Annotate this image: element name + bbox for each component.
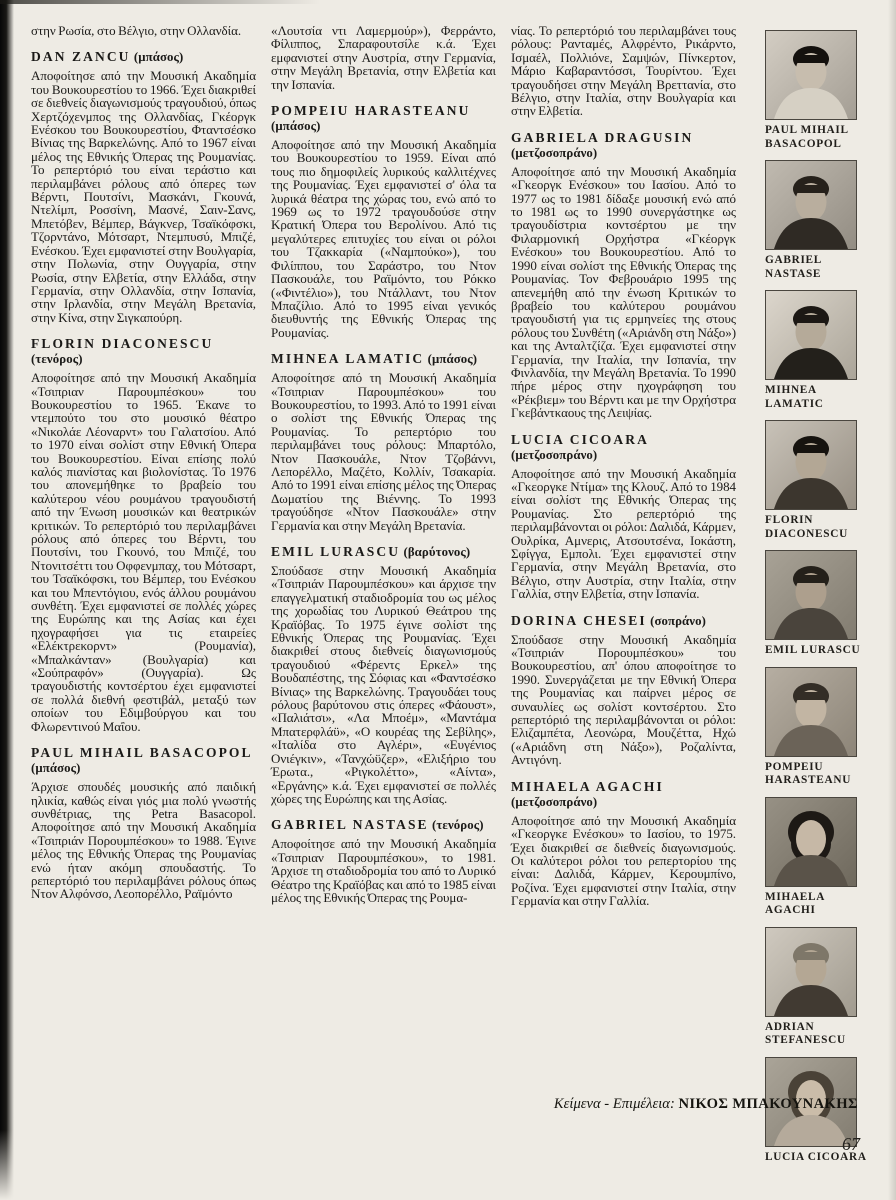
voice-type: (σοπράνο) [650,613,706,628]
body-paragraph: Αποφοίτησε από την Μουσική Ακαδημία «Γκεοργκ Ενέσκου» του Ιασίου. Από το 1977 ως το 1981 δίδαξε μουσική ενώ από το 1981 ως το 1990 συνεργάστηκε ως τραγουδίστρια κοντσέρτου με την Φιλαρμονική Ορχήστρα «Γκέοργκ Ενέσκου» του Βουκουρεστίου. Από το 1990 είναι σολίστ της Εθνικής Όπερας της Ρουμανίας. Τον Φεβρουάριο 1995 της απενεμήθη από την ένωση Κριτικών το βραβείο του καλύτερου ρουμάνου τραγουδιστή για τις ερμηνείες της στους ρόλους του Συνθέτη («Αριάνδη στη Νάξο») και της Ανταλτζίζα. Έχει εμφανιστεί στην Γερμανία, την Ιταλία, την Ισπανία, την Φινλανδία, την Μεγάλη Βρετανία. Το 1990 πήρε μέρος στην ηχογράφηση του «Ρέκβιεμ» του Βέρντι και με την Ορχήστρα Γκεβάντκαους της Λειψίας. [511,163,736,421]
section-heading [31,49,256,65]
photo-caption [765,514,857,541]
photo-item [765,290,857,411]
caption-line: BASACOPOL [765,137,842,150]
photo-caption [765,1021,857,1048]
caption-line: FLORIN [765,514,814,526]
photo-item [765,927,857,1048]
section-heading [511,130,736,161]
credit-label: Κείμενα - Επιμέλεια: [553,1096,675,1112]
credit-name: ΝΙΚΟΣ ΜΠΑΚΟΥΝΑΚΗΣ [678,1096,858,1112]
caption-line: AGACHI [765,904,816,916]
caption-line: PAUL MIHAIL [765,124,849,136]
caption-line: HARASTEANU [765,774,852,786]
voice-type: (βαρύτονος) [403,545,471,559]
portrait-photo [765,160,857,250]
body-paragraph: στην Ρωσία, στο Βέλγιο, στην Ολλανδία. [31,23,242,38]
text-column-1 [31,24,256,908]
caption-line: POMPEIU [765,760,824,773]
artist-name: POMPEIU HARASTEANU [271,103,471,119]
artist-name: MIHNEA LAMATIC [271,351,425,367]
portrait-photo [765,30,857,120]
portrait-photo [765,927,857,1017]
body-paragraph: Σπούδασε στην Μουσική Ακαδημία «Τσιπριάν Πορουμπέσκου» του Βουκουρεστίου, απ' όπου αποφοίτησε το 1990. Συνεργάζεται με την Εθνική Όπερα της Ρουμανίας και παίρνει μέρος σε συναυλίες ως σολίστ κοντσέρτου. Στο ρεπερτόριό της περιλαμβάνονται οι ρόλοι: Ελιζαμπέτα, Λεονώρα, Μουζέττα, Ηχώ («Αριάδνη στη Νάξο»), Ροζαλίντα, Αντιγόνη. [511,631,736,768]
credit-line [380,1096,858,1113]
section-heading [271,544,496,560]
body-paragraph: Σπούδασε στην Μουσική Ακαδημία «Τσιπριάν Παρουμπέσκου» και άρχισε την επαγγελματική σταδιοδρομία του ως μέλος της χορωδίας του Λυρικού Θεάτρου της Κραϊόβας. Το 1975 έγινε σολίστ της Εθνικής Όπερας της Ρουμανίας. Έχει διακριθεί στους διεθνείς διαγωνισμούς τραγουδιού «Φέρεντς Ερκελ» της Βουδαπέστης, της Σόφιας και «Φαντσέσκο Βίνιας» της Βαρκελώνης. Τραγουδάει τους ρόλους βαρύτονου στις όπερες «Φάουστ», «Παλιάτσι», «Λα Μποέμ», «Μαντάμα Μπατερφλάϋ», «Ο κουρέας της Σεβίλης», «Ιταλίδα στο Αγλέρι», «Ευγένιος Ονιέγκιν», «Τανχώϋζερ», «Ελιξήριο του Έρωτα., «Ριγκολέττο», «Αίντα», «Εργάνης» κ.ά. Έχει εμφανιστεί σε πολλές χώρες της Ευρώπης και της Ασίας. [271,563,496,806]
body-paragraph: νίας. Το ρεπερτόριό του περιλαμβάνει τους ρόλους: Ρανταμές, Αλφρέντο, Ρικάρντο, Ισμαέλ, Πολλιόνε, Σαμψών, Πίνκερτον, Μάριο Καβαραντόσσι, Τουρίντου. Έχει τραγουδήσει στην Μεγάλη Βρεττανία, στο Βέλγιο, στην Ιταλία, στην Βουλγαρία και στην Ελβετία. [511,23,736,119]
portrait-photo [765,550,857,640]
voice-type: (μετζοσοπράνο) [511,447,598,462]
scan-top-edge [0,0,320,4]
voice-type: (τενόρος) [31,352,83,367]
section-heading [271,351,496,367]
body-paragraph: Αποφοίτησε από την Μουσική Ακαδημία «Γκεοργκε Ενέσκου» το Ιασίου, το 1975. Έχει διακριθεί σε διεθνείς διαγωνισμούς. Οι καλύτεροι ρόλοι του ρεπερτορίου της είναι: Δαλιδά, Κάρμεν, Κερουμπίνο, Ροζίνα. Έχει εμφανιστεί στην Ιταλία, στην Γερμανία και στην Γαλλία. [511,812,736,909]
section-heading [511,432,736,463]
scan-right-edge [888,0,896,1200]
voice-type: (μπάσος) [31,761,81,776]
body-paragraph: Άρχισε σπουδές μουσικής από παιδική ηλικία, καθώς είναι γιός μια πολύ γνωστής συνθέτριας, της Petra Basacopol. Αποφοίτησε από την Μουσική Ακαδημία «Τσιπριάν Πορουμπέσκου» το 1988. Έγινε μέλος της Εθνικής Όπερας της Ρουμανίας ενώ ήταν ακόμη σπουδαστής. Το ρεπερτόριό του περιλαμβάνει ρόλους όπως Ντον Αλφόνσο, Λεοπορέλλο, Ραϊμόντο [31,779,256,902]
photo-item [765,550,861,658]
voice-type: (μπάσος) [427,352,478,367]
artist-name: FLORIN DIACONESCU [31,336,214,352]
body-paragraph: Αποφοίτησε από τη Μουσική Ακαδημία «Τσιπριαν Παρουμπέσκου» του Βουκουρεστίου, το 1993. Από το 1991 είναι ο σολίστ της Εθνικής Όπερας της Ρουμανίας. Το ρεπερτόριο του περιλαμβάνει τους ρόλους: Μπαρτόλο, Ντον Πασκουάλε, Ντον Τζοβάννι, Λεπορέλλο, Μαζέτο, Κολλίν, Τσακαρία. Από το 1991 είναι επίσης μέλος της Όπερας Δωματίου της Βιέννης. Το 1993 τραγούδησε «Ντον Πασκουάλε» στην Γερμανία και στην Μεγάλη Βρετανία. [271,370,496,533]
body-paragraph: Αποφοίτησε από την Μουσική Ακαδημία «Τσιπριαν Παρουμπέσκου», το 1981. Άρχισε τη σταδιοδρομία του από το Λυρικό Θέατρο της Κραϊόβας και από το 1985 είναι μέλος της Εθνικής Όπερας της Ρουμα- [271,836,496,905]
voice-type: (μπάσος) [133,50,184,65]
photo-caption [765,644,861,658]
photo-item [765,420,857,541]
photo-item [765,797,857,918]
portrait-photo [765,667,857,757]
voice-type: (μετζοσοπράνο) [511,794,598,809]
text-columns [31,24,737,908]
caption-line: MIHNEA [765,384,817,396]
page-number: 67 [842,1134,860,1154]
artist-name: GABRIELA DRAGUSIN [511,129,694,145]
body-paragraph: Αποφοίτησε από την Μουσική Ακαδημία «Γκεοργκε Ντίμα» της Κλουζ. Από το 1984 είναι σολίστ της Εθνικής Όπερας της Ρουμανίας. Στο ρεπερτόριό της περιλαμβάνονται οι ρόλοι: Δαλιδά, Κάρμεν, Ουλρίκα, Αμνερις, Ατσουτσένα, Ιοκάστη, Σφίγγα, Εμπολι. Έχει εμφανιστεί στην Γερμανία, στην Μεγάλη Βρετανία, στο Βέλγιο, στην Αυστρία, στην Ιταλία, στην Γαλλία, στην Ελβετία, στην Ισπανία. [511,465,736,602]
scan-left-edge [0,0,14,1200]
portrait-photo [765,290,857,380]
section-heading [271,817,496,833]
photo-caption [765,254,857,281]
photo-caption [765,761,857,788]
voice-type: (τενόρος) [432,818,484,833]
artist-name: DORINA CHESEI [511,612,647,628]
photo-caption [765,384,857,411]
photo-item [765,30,857,151]
caption-line: EMIL LURASCU [765,644,861,656]
section-heading [511,613,736,629]
scan-left-edge-fade [0,1130,14,1200]
body-paragraph: «Λουτσία ντι Λαμερμούρ»), Φερράντο, Φίλιππος, Σπαραφουτσίλε κ.ά. Έχει εμφανιστεί στην Αυστρία, στην Γερμανία, στην Μεγάλη Βρετανία, στην Ελβετία και την Ισπανία. [271,23,496,92]
voice-type: (μπάσος) [271,119,321,134]
section-heading [31,336,256,367]
photo-caption [765,124,857,151]
caption-line: LUCIA CICOARA [765,1150,867,1163]
caption-line: LAMATIC [765,397,824,410]
artist-name: DAN ZANCU [31,49,131,65]
body-paragraph: Αποφοίτησε από την Μουσική Ακαδημία του Βουκουρεστίου το 1959. Είναι από τους πιο δημοφιλείς λυρικούς καλλιτέχνες της Ρουμανίας. Έχει εμφανιστεί σ' όλα τα λυρικά θέατρα της χώρας του, ενώ από το 1969 ως το 1972 τραγουδούσε στην Κρατική Όπερα του Βερολίνου. Από τις μεγαλύτερες επιτυχίες του είναι οι ρόλοι του Τζακκαρία («Ναμπούκο»), του Φιλίππου, του Σαράστρο, του Ντον Πασκουάλε, του Ραϊμόντο, του Ρόκκο («Φιντέλιο»), του Ντάλλαντ, του Ντον Μπαζίλιο. Από το 1995 είναι γενικός διευθυντής της Εθνικής Όπερας της Ρουμανίας. [271,137,496,340]
caption-line: NASTASE [765,267,822,280]
caption-line: GABRIEL [765,254,823,266]
section-heading [31,745,256,776]
artist-name: LUCIA CICOARA [511,431,649,447]
portrait-sidebar [765,30,867,1173]
photo-caption [765,891,857,918]
artist-name: EMIL LURASCU [271,544,401,559]
artist-name: GABRIEL NASTASE [271,817,429,833]
text-column-2 [271,24,496,908]
caption-line: STEFANESCU [765,1034,846,1046]
text-column-3 [511,24,736,908]
photo-item [765,160,857,281]
photo-item [765,667,857,788]
caption-line: DIACONESCU [765,527,848,540]
body-paragraph: Αποφοίτησε από την Μουσική Ακαδημία «Τσιπριαν Παρουμπέσκου» του Βουκουρεστίου το 1965. Έκανε το ντεμπούτο του στο μουσικό θέατρο «Νικολάε Λέοναρντ» του Γαλατσίου. Από το 1970 είναι σολίστ στην Εθνική Όπερα του Βουκουρεστίου. Είναι επίσης πολύ καλός πιανίστας και βιολονίστας. Το 1976 του απονεμήθηκε το βραβείο του καλύτερου νέου ρουμάνου τραγουδιστή από την Ένωση μουσικών και θεατρικών κριτικών. Το ρεπερτόριό του περιλαμβάνει ρόλους από όπερες του Βέρντι, του Πουτσίνι, του Γκουνό, του Μπιζέ, του Ντονιτσέττι του Οφφενμπαχ, του Μότσαρτ, του Τσαϊκόφσκι, του Βέμπερ, του Ενέσκου και του Μπεντόγιου, ενός άλλου ρουμάνου συνθέτη. Έχει εμφανιστεί σε πολλές χώρες της Ευρώπης και της Ασίας και έχει ηχογραφήσει για τις εταιρείες «Ελέκτρεκορντ» (Ρουμανία), «Μπαλκάνταν» (Βουλγαρία) και «Σούπραφόν» (Ουγγαρία). Ως τραγουδιστής κοντσέρτου έχει εμφανιστεί σε πολλά διεθνή φεστιβάλ, μεταξύ των οποίων του Εδιμβούργου και του Φλωρεντινού Μαΐου. [31,370,256,734]
artist-name: MIHAELA AGACHI [511,778,664,794]
artist-name: PAUL MIHAIL BASACOPOL [31,745,253,761]
caption-line: MIHAELA [765,890,826,903]
section-heading [511,779,736,810]
body-paragraph: Αποφοίτησε από την Μουσική Ακαδημία του Βουκουρεστίου το 1966. Έχει διακριθεί σε διεθνείς διαγωνισμούς τραγουδιού, όπως Χερτζόχενμπος της Ολλανδίας, Γκέοργκ Ενέσκου του Βουκουρεστίου, Φταντσέσκο Βίνιας της Βαρκελώνης. Από το 1967 είναι μέλος της Εθνικής Όπερας της Ρουμανίας. Το ρεπερτόριό του είναι τεράστιο και περιλαμβάνει ρόλους από όπερες των Βέρντι, Πουτσίνι, Μασκάνι, Γκουνά, Ντελίμπ, Ροσσίνη, Μασνέ, Σαιν-Σανς, Μπετόβεν, Βέμπερ, Βάγκνερ, Τσαϊκόφσκι, Τζορντάνο, Μότσαρτ, Ντεμπυσύ, Μπιζέ, Ενέσκου. Έχει εμφανιστεί στην Βουλγαρία, στην Πολωνία, στην Ουγγαρία, στην Ρωσία, στην Ελβετία, στην Ελλάδα, στην Γερμανία, στην Ολλανδία, στην Ισπανία, στην Ιρλανδία, στην Μεγάλη Βρετανία, στην Κίνα, στην Σιγκαπούρη. [31,68,256,325]
section-heading [271,103,496,134]
caption-line: ADRIAN [765,1020,815,1033]
voice-type: (μετζοσοπράνο) [511,145,598,160]
portrait-photo [765,420,857,510]
portrait-photo [765,797,857,887]
